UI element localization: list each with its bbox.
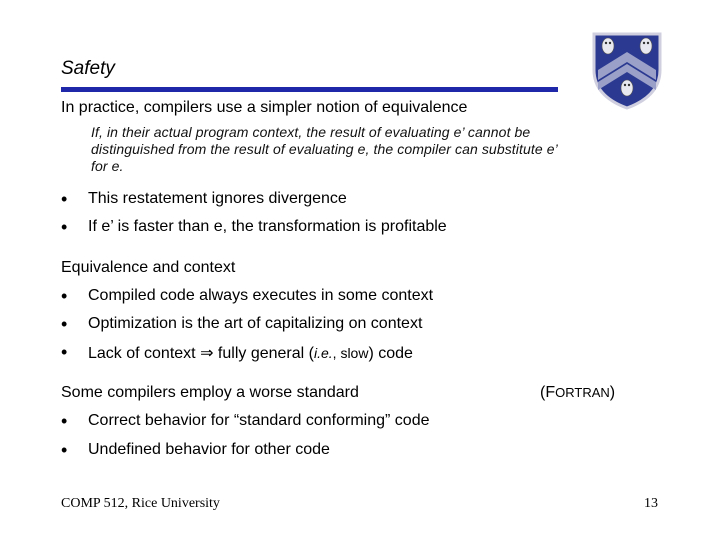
slow-word: slow	[340, 345, 369, 361]
fortran-note	[540, 384, 615, 402]
fortran-close-paren: )	[609, 384, 616, 401]
bullet-text: This restatement ignores divergence	[88, 190, 347, 207]
bullet-text: If e’ is faster than e, the transformation is profitable	[88, 218, 447, 235]
bullet-icon: •	[61, 217, 68, 237]
heading-practice: In practice, compilers use a simpler notion of equivalence	[61, 99, 468, 116]
bullet-icon: •	[61, 286, 68, 306]
heading-equivalence-context: Equivalence and context	[61, 259, 236, 276]
bullet-text: Compiled code always executes in some context	[88, 287, 434, 304]
title-underline	[61, 87, 558, 92]
definition-line: for e.	[91, 158, 124, 174]
fortran-ortran: ORTRAN	[555, 385, 610, 400]
implies-arrow-icon: ⇒	[200, 345, 214, 362]
bullet-text: Optimization is the art of capitalizing on context	[88, 315, 423, 332]
bullet-icon: •	[61, 189, 68, 209]
fortran-open-paren: (	[540, 384, 546, 401]
definition-line: distinguished from the result of evaluating e, the compiler can substitute e’	[91, 141, 558, 157]
bullet-text-suffix: ) code	[368, 345, 413, 362]
bullet-text: Undefined behavior for other code	[88, 441, 330, 458]
heading-worse-standard: Some compilers employ a worse standard	[61, 384, 359, 401]
slide-title: Safety	[61, 58, 115, 79]
bullet-text-middle: fully general (	[213, 345, 314, 362]
bullet-text	[88, 343, 413, 363]
bullet-text-prefix: Lack of context	[88, 345, 201, 362]
comma: ,	[332, 345, 341, 361]
bullet-icon: •	[61, 342, 68, 362]
bullet-icon: •	[61, 314, 68, 334]
rice-university-shield-icon	[590, 30, 664, 110]
definition-block	[91, 124, 631, 175]
page-number: 13	[644, 496, 658, 511]
bullet-icon: •	[61, 411, 68, 431]
definition-line: If, in their actual program context, the result of evaluating e’ cannot be	[91, 124, 531, 140]
footer-course: COMP 512, Rice University	[61, 496, 220, 511]
ie-abbrev: i.e.	[313, 345, 333, 361]
fortran-f: F	[545, 384, 556, 401]
bullet-icon: •	[61, 440, 68, 460]
bullet-text: Correct behavior for “standard conforming” code	[88, 412, 430, 429]
